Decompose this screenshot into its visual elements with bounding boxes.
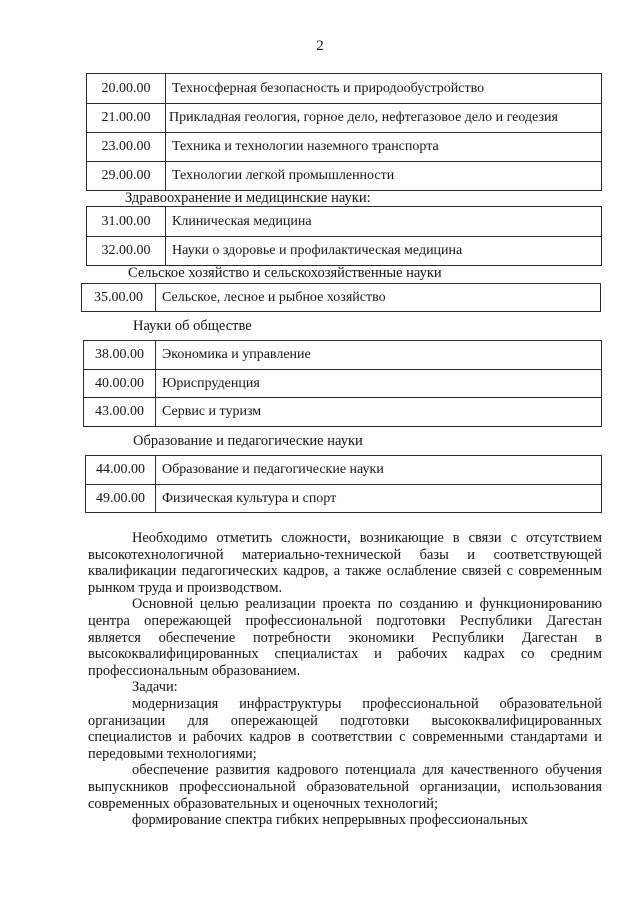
table-row — [86, 485, 602, 513]
specialty-table — [85, 455, 602, 513]
table-row — [84, 370, 602, 398]
paragraph: Необходимо отметить сложности, возникающие в связи с отсутствием высокотехнологичной материально-технической базы и соответствующей квалификации педагогических кадров, а также ослабление связей с современным рынком труда и производством. — [88, 530, 602, 596]
group-heading-agriculture: Сельское хозяйство и сельскохозяйственные науки — [128, 265, 442, 281]
table-row — [84, 341, 602, 370]
specialty-code: 20.00.00 — [87, 74, 166, 104]
specialty-code: 38.00.00 — [84, 341, 156, 370]
table-row — [86, 456, 602, 485]
specialty-name: Сервис и туризм — [156, 398, 602, 427]
table-row — [87, 237, 602, 266]
table-row — [84, 398, 602, 427]
specialty-name: Науки о здоровье и профилактическая медицина — [166, 237, 602, 266]
specialty-table — [83, 340, 602, 427]
page-number: 2 — [316, 38, 324, 54]
specialty-code: 23.00.00 — [87, 133, 166, 162]
specialty-code: 44.00.00 — [86, 456, 156, 485]
paragraph: формирование спектра гибких непрерывных профессиональных — [132, 812, 528, 829]
specialty-code: 21.00.00 — [87, 104, 166, 133]
specialty-name: Технологии легкой промышленности — [166, 162, 602, 191]
specialty-name: Юриспруденция — [156, 370, 602, 398]
table-row — [87, 162, 602, 191]
specialty-code: 35.00.00 — [82, 284, 156, 312]
paragraph: обеспечение развития кадрового потенциала для качественного обучения выпускников профессиональной образовательной организации, использования современных образовательных и оценочных технологий; — [88, 762, 602, 812]
specialty-table — [86, 73, 602, 191]
paragraph: Основной целью реализации проекта по созданию и функционированию центра опережающей профессиональной подготовки Республики Дагестан является обеспечение потребности экономики Республики Дагестан в высококвалифицированных специалистах и рабочих кадрах со средним профессиональным образованием. — [88, 596, 602, 679]
specialty-table — [86, 206, 602, 266]
specialty-code: 43.00.00 — [84, 398, 156, 427]
specialty-code: 49.00.00 — [86, 485, 156, 513]
specialty-name: Прикладная геология, горное дело, нефтегазовое дело и геодезия — [166, 104, 602, 133]
paragraph: модернизация инфраструктуры профессиональной образовательной организации для опережающей подготовки высококвалифицированных специалистов и рабочих кадров в соответствии с современными стандартами и передовыми технологиями; — [88, 695, 602, 762]
table-row — [87, 104, 602, 133]
specialty-name: Техносферная безопасность и природообустройство — [166, 74, 602, 104]
group-heading-health: Здравоохранение и медицинские науки: — [125, 190, 371, 206]
table-row — [87, 74, 602, 104]
specialty-code: 32.00.00 — [87, 237, 166, 266]
body-text — [88, 530, 602, 829]
table-row — [82, 284, 601, 312]
specialty-name: Образование и педагогические науки — [156, 456, 602, 485]
specialty-name: Экономика и управление — [156, 341, 602, 370]
table-row — [87, 133, 602, 162]
specialty-name: Физическая культура и спорт — [156, 485, 602, 513]
specialty-code: 29.00.00 — [87, 162, 166, 191]
specialty-name: Сельское, лесное и рыбное хозяйство — [156, 284, 601, 312]
specialty-code: 40.00.00 — [84, 370, 156, 398]
group-heading-society: Науки об обществе — [133, 318, 252, 334]
specialty-name: Техника и технологии наземного транспорта — [166, 133, 602, 162]
specialty-code: 31.00.00 — [87, 207, 166, 237]
table-row — [87, 207, 602, 237]
specialty-name: Клиническая медицина — [166, 207, 602, 237]
specialty-table — [81, 283, 601, 312]
paragraph: Задачи: — [132, 679, 178, 696]
group-heading-education: Образование и педагогические науки — [133, 433, 363, 449]
